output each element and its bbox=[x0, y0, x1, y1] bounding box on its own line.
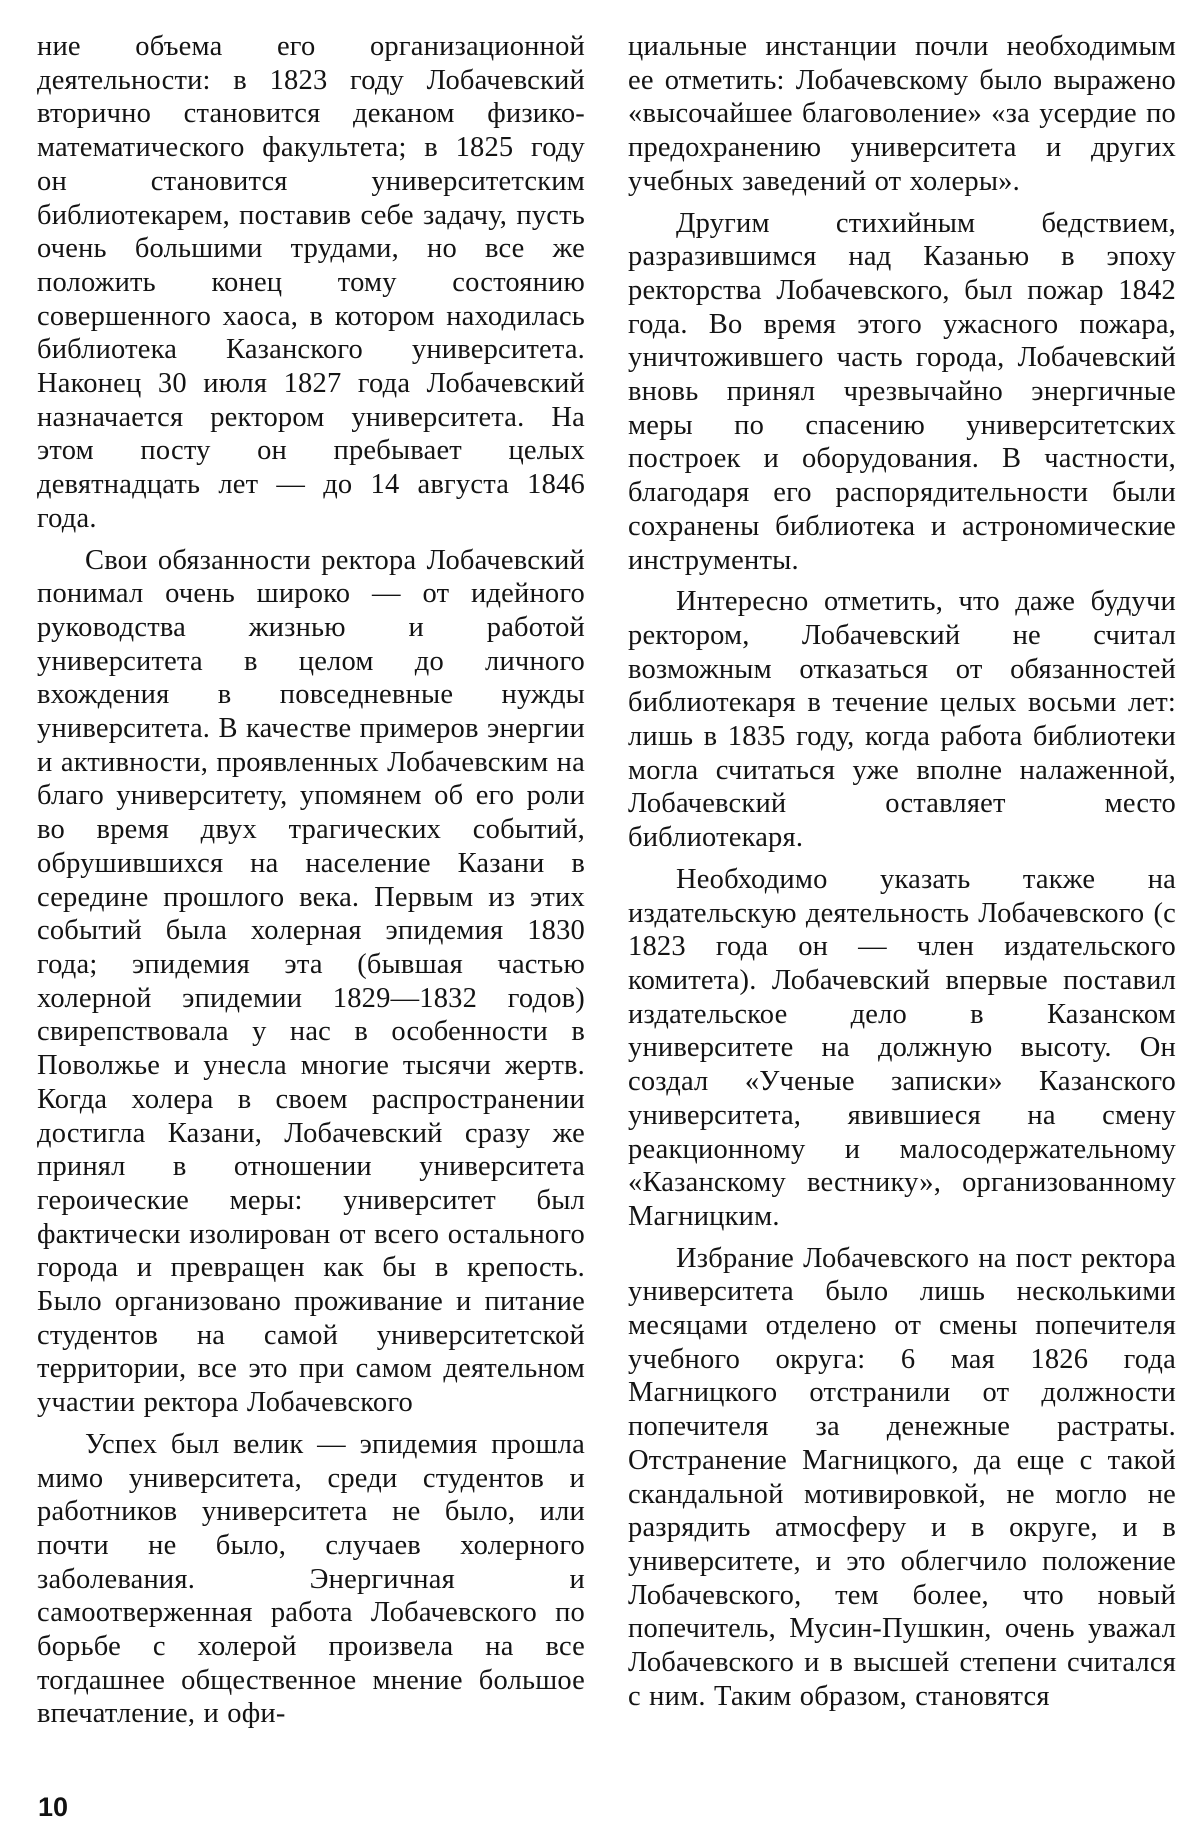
paragraph: Необходимо указать также на издательскую деятельность Лобачевского (с 1823 года он — член издательского комитета). Лобачевский впервые поставил издательское дело в Казанском университете на должную высоту. Он создал «Ученые записки» Казанского университета, явившиеся на смену реакционному и малосодержательному «Казанскому вестнику», организованному Магницким. bbox=[628, 863, 1176, 1232]
paragraph: Успех был велик — эпидемия прошла мимо университета, среди студентов и работников университета не было, или почти не было, случаев холерного заболевания. Энергичная и самоотверженная работа Лобачевского по борьбе с холерой произвела на все тогдашнее общественное мнение большое впечатление, и офи- bbox=[37, 1428, 585, 1730]
paragraph: Свои обязанности ректора Лобачевский понимал очень широко — от идейного руководства жизнью и работой университета в целом до личного вхождения в повседневные нужды университета. В качестве примеров энергии и активности, проявленных Лобачевским на благо университету, упомянем об его роли во время двух трагических событий, обрушившихся на население Казани в середине прошлого века. Первым из этих событий была холерная эпидемия 1830 года; эпидемия эта (бывшая частью холерной эпидемии 1829—1832 годов) свирепствовала у нас в особенности в Поволжье и унесла многие тысячи жертв. Когда холера в своем распространении достигла Казани, Лобачевский сразу же принял в отношении университета героические меры: университет был фактически изолирован от всего остального города и превращен как бы в крепость. Было организовано проживание и питание студентов на самой университетской территории, все это при самом деятельном участии ректора Лобачевского bbox=[37, 544, 585, 1419]
paragraph: циальные инстанции почли необходимым ее отметить: Лобачевскому было выражено «высочайшее благоволение» «за усердие по предохранению университета и других учебных заведений от холеры». bbox=[628, 31, 1176, 197]
page-number: 10 bbox=[38, 1792, 69, 1822]
left-column bbox=[37, 30, 585, 1739]
paragraph: ние объема его организационной деятельности: в 1823 году Лобачевский вторично становится деканом физико-математического факультета; в 1825 году он становится университетским библиотекарем, поставив себе задачу, пусть очень большими трудами, но все же положить конец тому состоянию совершенного хаоса, в котором находилась библиотека Казанского университета. Наконец 30 июля 1827 года Лобачевский назначается ректором университета. На этом посту он пребывает целых девятнадцать лет — до 14 августа 1846 года. bbox=[37, 31, 585, 534]
right-column bbox=[628, 30, 1176, 1721]
paragraph: Интересно отметить, что даже будучи ректором, Лобачевский не считал возможным отказаться от обязанностей библиотекаря в течение целых восьми лет: лишь в 1835 году, когда работа библиотеки могла считаться уже вполне налаженной, Лобачевский оставляет место библиотекаря. bbox=[628, 586, 1176, 854]
paragraph: Избрание Лобачевского на пост ректора университета было лишь несколькими месяцами отделено от смены попечителя учебного округа: 6 мая 1826 года Магницкого отстранили от должности попечителя за денежные растраты. Отстранение Магницкого, да еще с такой скандальной мотивировкой, не могло не разрядить атмосферу и в округе, и в университете, и это облегчило положение Лобачевского, тем более, что новый попечитель, Мусин-Пушкин, очень уважал Лобачевского и в высшей степени считался с ним. Таким образом, становятся bbox=[628, 1242, 1176, 1712]
paragraph: Другим стихийным бедствием, разразившимся над Казанью в эпоху ректорства Лобачевского, был пожар 1842 года. Во время этого ужасного пожара, уничтожившего часть города, Лобачевский вновь принял чрезвычайно энергичные меры по спасению университетских построек и оборудования. В частности, благодаря его распорядительности были сохранены библиотека и астрономические инструменты. bbox=[628, 207, 1176, 576]
